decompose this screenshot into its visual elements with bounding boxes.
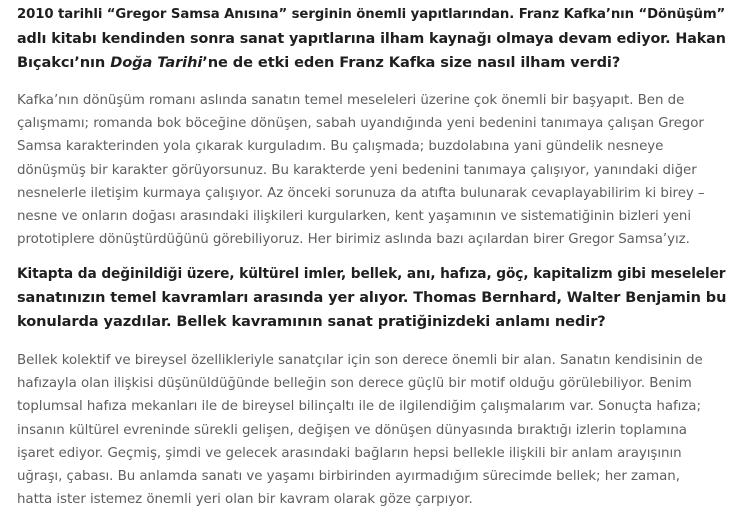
answer-line: Kafka’nın dönüşüm romanı aslında sanatın temel meseleleri üzerine çok önemli bir başyapıt. Ben de	[17, 93, 685, 108]
question-line: sanatınızın temel kavramları arasında yer alıyor. Thomas Bernhard, Walter Benjamin bu	[17, 290, 727, 306]
interview-question-1	[17, 3, 726, 75]
answer-line: hatta ister istemez önemli yeri olan bir kavram olarak göze çarpıyor.	[17, 492, 473, 508]
answer-line: Samsa karakterinden yola çıkarak kurguladım. Bu çalışmada; buzdolabına yani gündelik nesneye	[17, 139, 664, 155]
answer-line: Bellek kolektif ve bireysel özellikleriyle sanatçılar için son derece önemli bir alan. Sanatın kendisinin de	[17, 353, 703, 368]
answer-line: dönüşmüş bir karakter görüyorsunuz. Bu karakterde yeni bedenini tanımaya çalışıyor, yanındaki diğer	[17, 162, 697, 178]
answer-line: insanın kültürel evreninde sürekli gelişen, değişen ve dönüşen dünyasında bıraktığı izlerin toplamına	[17, 422, 687, 438]
answer-line: işaret ediyor. Geçmiş, şimdi ve gelecek arasındaki bağların hepsi bellekle ilişkili bir anlam arayışının	[17, 445, 682, 461]
answer-line: nesne ve onların doğası arasındaki ilişkileri kurgularken, kent yaşamının ve sistematiğinin bizleri yeni	[17, 209, 692, 225]
question-text: ’ne de etki eden Franz Kafka size nasıl ilham verdi?	[202, 54, 621, 71]
question-line: adlı kitabı kendinden sonra sanat yapıtlarına ilham kaynağı olmaya devam ediyor. Hakan	[17, 31, 726, 47]
answer-line: çalışmamı; romanda bok böceğine dönüşen, sabah uyandığında yeni bedenini tanımaya çalışan Gregor	[17, 116, 704, 132]
interview-question-2	[17, 262, 726, 334]
question-text: Bıçakcı’nın	[17, 54, 111, 71]
question-line: konularda yazdılar. Bellek kavramının sanat pratiğinizdeki anlamı nedir?	[17, 313, 606, 330]
answer-line: toplumsal hafıza mekanları ile de bireysel bilinçaltı ile de ilgilendiğim çalışmalarım var. Sonuçta hafıza;	[17, 399, 701, 415]
answer-line: hafızayla olan ilişkisi düşünüldüğünde belleğin son derece güçlü bir motif olduğu görülebiliyor. Benim	[17, 376, 692, 392]
answer-line: nesnelerle iletişim kurmaya çalışıyor. Az önceki sorunuza da atıfta bulunarak cevaplayabilirim ki birey –	[17, 185, 705, 201]
answer-line: uğraşı, çabası. Bu anlamda sanatı ve yaşamı birbirinden ayırmadığım sürecimde bellek; her zaman,	[17, 469, 680, 485]
question-line: 2010 tarihli “Gregor Samsa Anısına” serginin önemli yapıtlarından. Franz Kafka’nın “Dönüşüm”	[17, 7, 726, 22]
book-title-italic: Doğa Tarihi	[110, 54, 203, 71]
answer-line: prototiplere dönüştürdüğünü görebiliyoruz. Her birimiz aslında bazı açılardan birer Gregor Samsa’yız.	[17, 232, 690, 248]
question-line	[17, 51, 726, 75]
interview-answer-1	[17, 89, 705, 251]
question-line: Kitapta da değinildiği üzere, kültürel imler, bellek, anı, hafıza, göç, kapitalizm gibi meseleler	[17, 266, 726, 282]
interview-answer-2	[17, 349, 703, 511]
